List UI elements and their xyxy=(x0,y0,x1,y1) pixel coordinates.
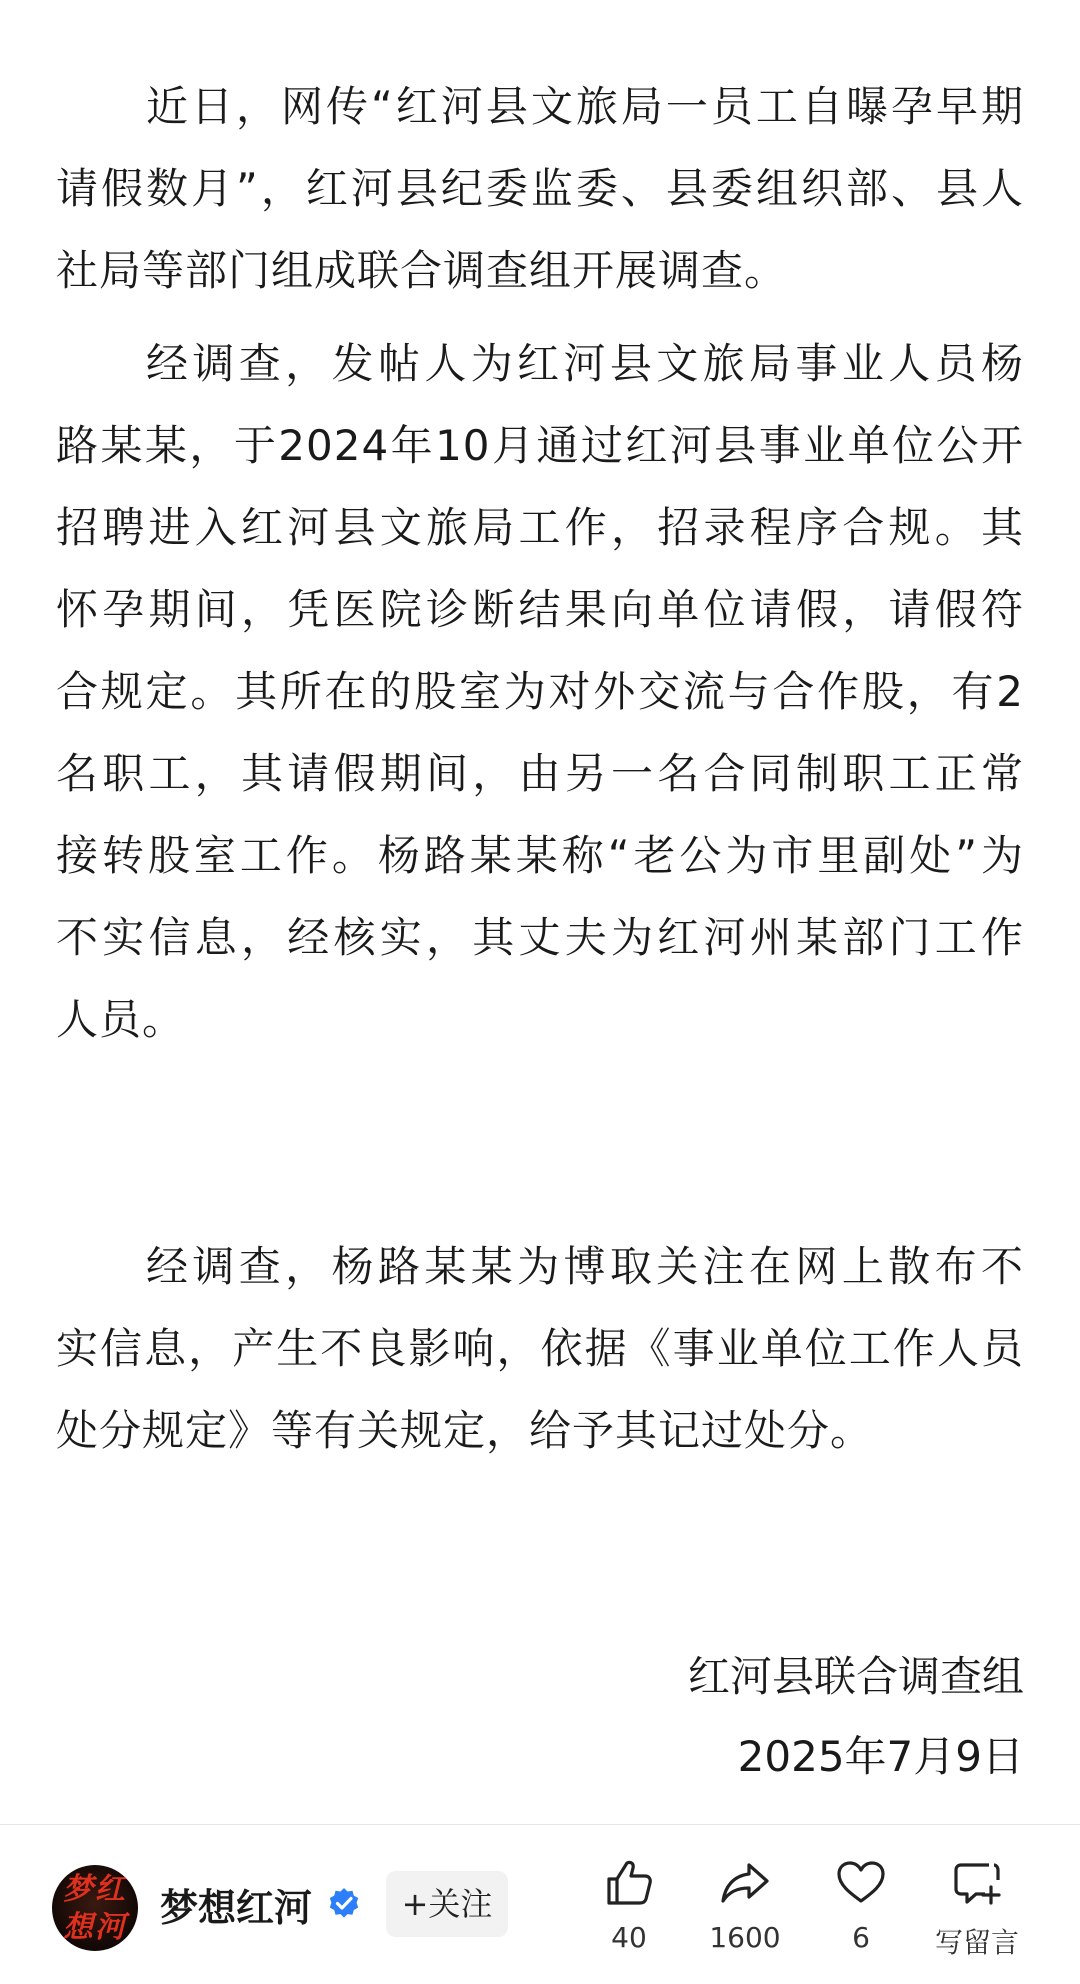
paragraph-line: 合规定。其所在的股室为对外交流与合作股，有2 xyxy=(56,667,1024,716)
avatar-logo-text: 梦红想河 xyxy=(63,1872,127,1945)
paragraph-2 xyxy=(56,323,1024,1061)
paragraph-line: 实信息，产生不良影响，依据《事业单位工作人员 xyxy=(56,1324,1024,1373)
signature-date: 2025年7月9日 xyxy=(737,1732,1024,1781)
comment-add-icon xyxy=(949,1855,1005,1911)
verified-badge-icon xyxy=(328,1887,360,1919)
like-button[interactable] xyxy=(574,1855,684,1954)
favorite-count: 6 xyxy=(852,1921,870,1954)
paragraph-line: 社局等部门组成联合调查组开展调查。 xyxy=(56,246,788,295)
favorite-button[interactable] xyxy=(806,1855,916,1954)
paragraph-line: 招聘进入红河县文旅局工作，招录程序合规。其 xyxy=(56,503,1024,552)
comment-label: 写留言 xyxy=(934,1926,1019,1959)
paragraph-line: 处分规定》等有关规定，给予其记过处分。 xyxy=(56,1406,874,1455)
bottom-action-bar xyxy=(0,1824,1080,1984)
paragraph-line: 怀孕期间，凭医院诊断结果向单位请假，请假符 xyxy=(56,585,1024,634)
avatar[interactable] xyxy=(52,1865,138,1951)
signature: 红河县联合调查组 xyxy=(687,1652,1024,1701)
paragraph-line: 人员。 xyxy=(56,995,186,1044)
share-arrow-icon xyxy=(717,1855,773,1911)
share-count: 1600 xyxy=(709,1921,781,1954)
follow-button[interactable]: +关注 xyxy=(386,1871,508,1937)
thumbs-up-icon xyxy=(601,1855,657,1911)
author-name[interactable]: 梦想红河 xyxy=(160,1886,313,1930)
paragraph-line: 经调查，杨路某某为博取关注在网上散布不 xyxy=(146,1242,1024,1291)
like-count: 40 xyxy=(611,1921,647,1954)
paragraph-line: 路某某，于2024年10月通过红河县事业单位公开 xyxy=(56,421,1024,470)
paragraph-3 xyxy=(56,1226,1024,1472)
heart-icon xyxy=(833,1855,889,1911)
share-button[interactable] xyxy=(690,1855,800,1954)
paragraph-line: 不实信息，经核实，其丈夫为红河州某部门工作 xyxy=(56,913,1024,962)
comment-button[interactable] xyxy=(922,1855,1032,1961)
paragraph-line: 名职工，其请假期间，由另一名合同制职工正常 xyxy=(56,749,1024,798)
paragraph-line: 接转股室工作。杨路某某称“老公为市里副处”为 xyxy=(56,831,1024,880)
paragraph-1 xyxy=(56,66,1024,312)
paragraph-line: 近日，网传“红河县文旅局一员工自曝孕早期 xyxy=(146,82,1024,131)
paragraph-line: 请假数月”，红河县纪委监委、县委组织部、县人 xyxy=(56,164,1024,213)
paragraph-line: 经调查，发帖人为红河县文旅局事业人员杨 xyxy=(146,339,1024,388)
